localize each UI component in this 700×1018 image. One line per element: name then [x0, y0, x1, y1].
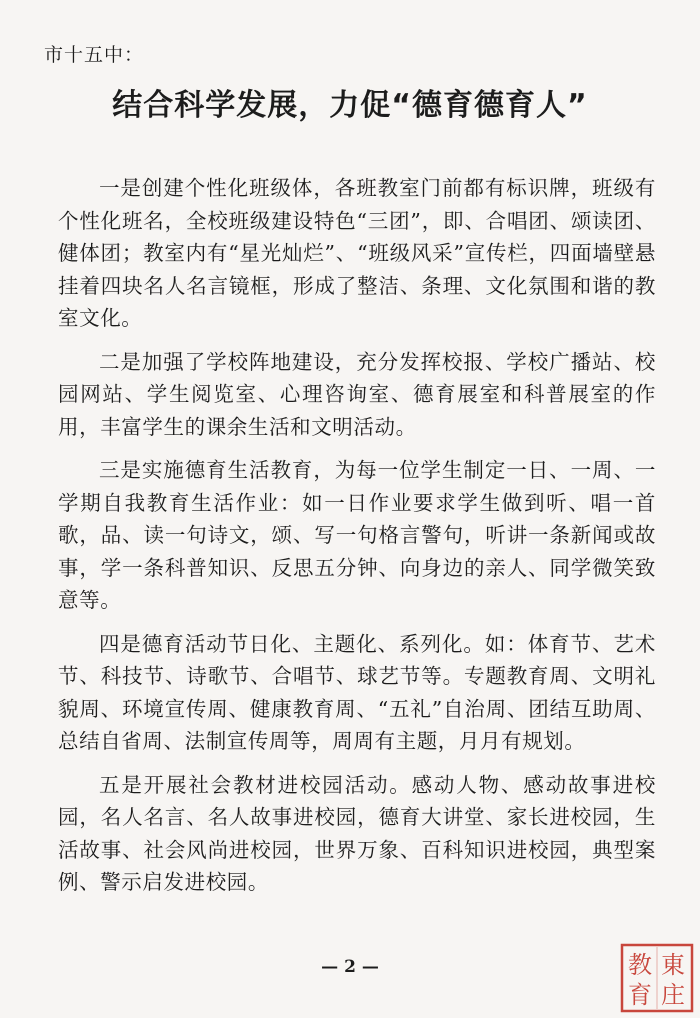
seal-char-dong: 東 [661, 951, 685, 979]
seal-stamp [620, 943, 694, 1013]
paragraph-5: 五是开展社会教材进校园活动。感动人物、感动故事进校园，名人名言、名人故事进校园，德育大讲堂、家长进校园，生活故事、社会风尚进校园，世界万象、百科知识进校园，典型案例、警示启发进校园。 [58, 772, 656, 894]
paragraph-2: 二是加强了学校阵地建设，充分发挥校报、学校广播站、校园网站、学生阅览室、心理咨询室、德育展室和科普展室的作用，丰富学生的课余生活和文明活动。 [58, 349, 656, 439]
article-body [58, 172, 656, 910]
document-title: 结合科学发展，力促“德育德育人” [112, 88, 588, 123]
seal-char-jiao: 教 [628, 951, 652, 979]
source-label: 市十五中： [44, 44, 145, 66]
paragraph-1: 一是创建个性化班级体，各班教室门前都有标识牌，班级有个性化班名，全校班级建设特色“三团”，即、合唱团、颂读团、健体团；教室内有“星光灿烂”、“班级风采”宣传栏，四面墙壁悬挂着四块名人名言镜框，形成了整洁、条理、文化氛围和谐的教室文化。 [58, 176, 656, 330]
paragraph-4: 四是德育活动节日化、主题化、系列化。如：体育节、艺术节、科技节、诗歌节、合唱节、球艺节等。专题教育周、文明礼貌周、环境宣传周、健康教育周、“五礼”自治周、团结互助周、总结自省周、法制宣传周等，周周有主题，月月有规划。 [58, 631, 656, 753]
paragraph-3: 三是实施德育生活教育，为每一位学生制定一日、一周、一学期自我教育生活作业：如一日作业要求学生做到听、唱一首歌，品、读一句诗文，颂、写一句格言警句，听讲一条新闻或故事，学一条科普知识、反思五分钟、向身边的亲人、同学微笑致意等。 [58, 458, 656, 612]
seal-char-yu: 育 [628, 981, 652, 1009]
seal-char-zhuang: 庄 [661, 981, 685, 1009]
page-number: — 2 — [321, 957, 379, 977]
